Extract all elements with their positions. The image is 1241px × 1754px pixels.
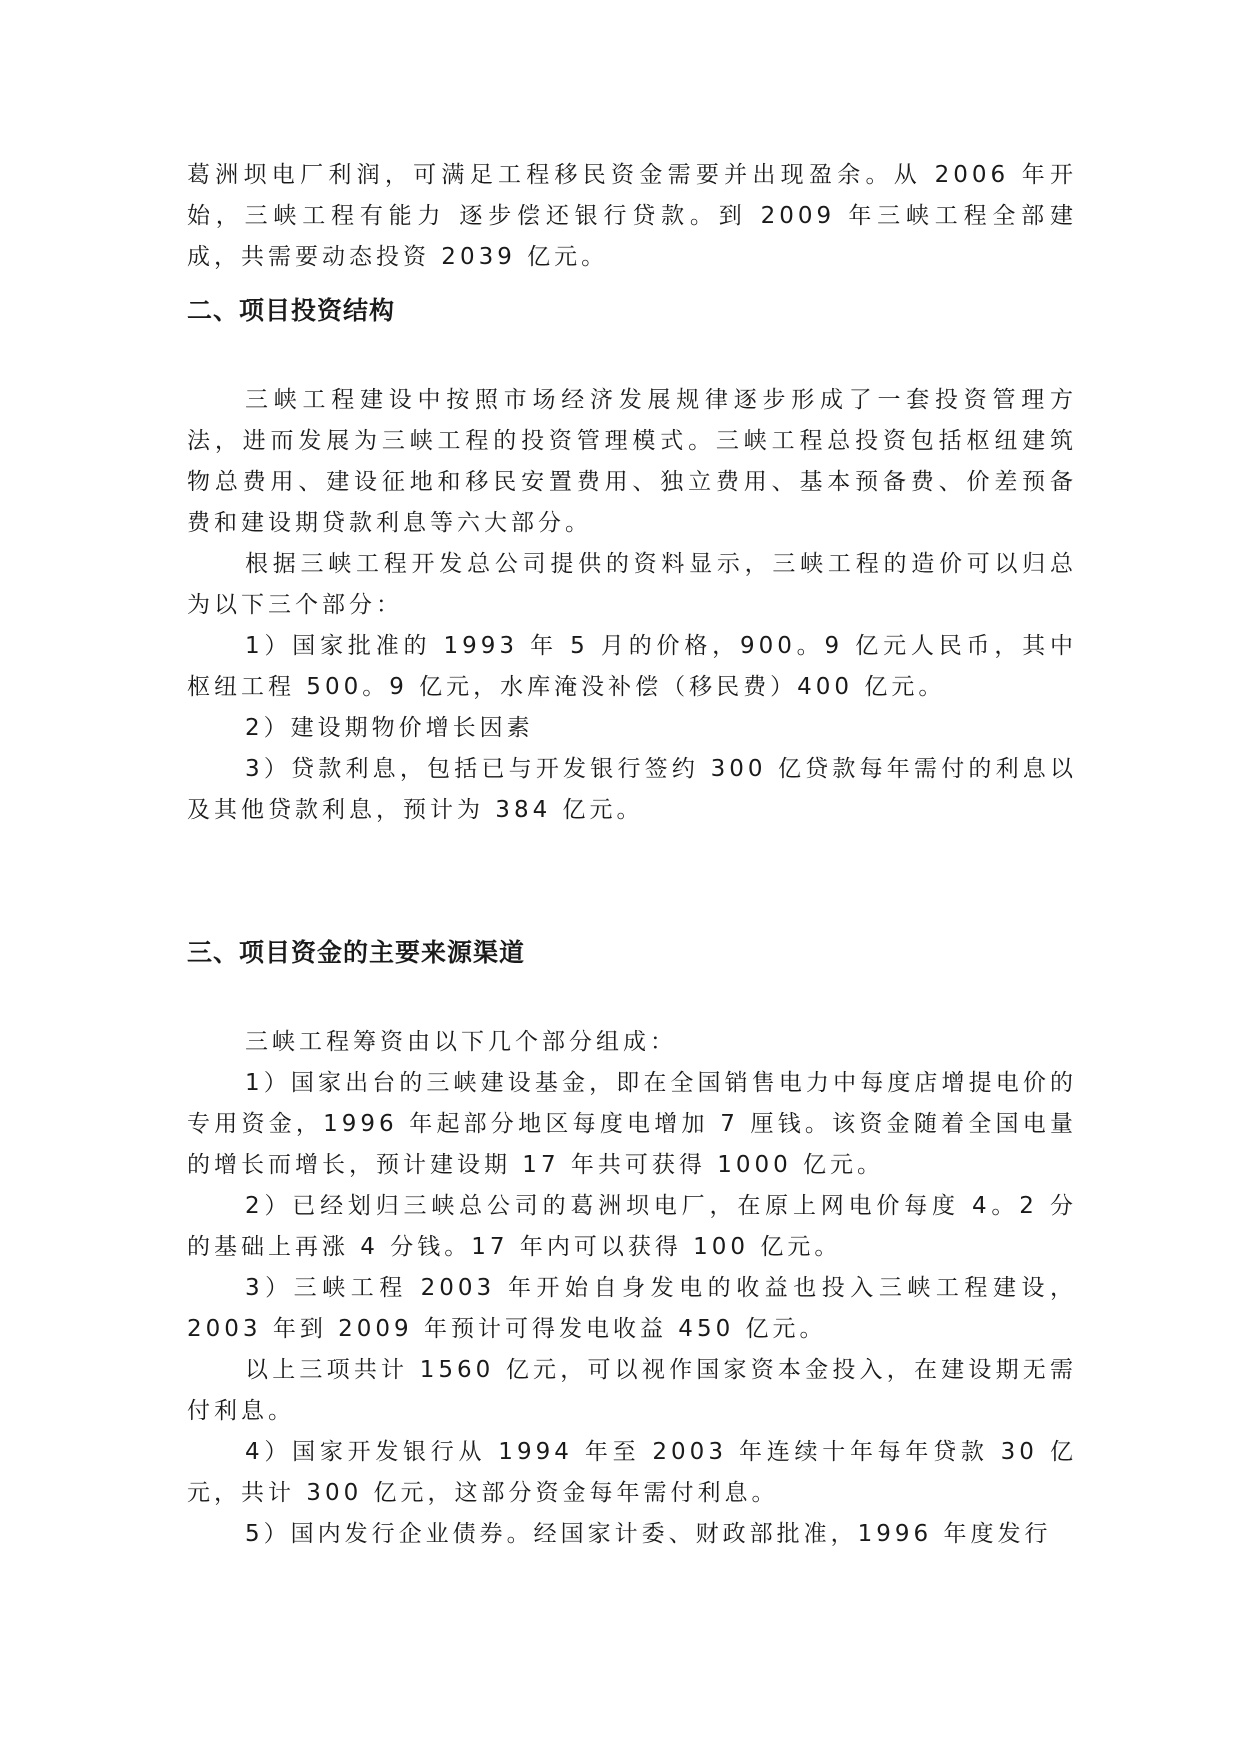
list-item: 3）三峡工程 2003 年开始自身发电的收益也投入三峡工程建设，2003 年到 2009 年预计可得发电收益 450 亿元。 — [187, 1275, 1077, 1342]
list-item: 1）国家批准的 1993 年 5 月的价格，900。9 亿元人民币，其中枢纽工程 500。9 亿元，水库淹没补偿（移民费）400 亿元。 — [187, 633, 1077, 700]
paragraph: 葛洲坝电厂利润，可满足工程移民资金需要并出现盈余。从 2006 年开始，三峡工程有能力 逐步偿还银行贷款。到 2009 年三峡工程全部建成，共需要动态投资 2039 亿元。 — [187, 162, 1077, 270]
list-item: 1）国家出台的三峡建设基金，即在全国销售电力中每度店增提电价的专用资金，1996 年起部分地区每度电增加 7 厘钱。该资金随着全国电量的增长而增长，预计建设期 17 年共可获得 1000 亿元。 — [187, 1070, 1077, 1178]
list-item: 2）已经划归三峡总公司的葛洲坝电厂，在原上网电价每度 4。2 分的基础上再涨 4 分钱。17 年内可以获得 100 亿元。 — [187, 1193, 1077, 1260]
paragraph: 三峡工程建设中按照市场经济发展规律逐步形成了一套投资管理方法，进而发展为三峡工程的投资管理模式。三峡工程总投资包括枢纽建筑物总费用、建设征地和移民安置费用、独立费用、基本预备费、价差预备费和建设期贷款利息等六大部分。 — [187, 387, 1077, 536]
section-body — [187, 380, 1077, 831]
list-item: 5）国内发行企业债券。经国家计委、财政部批准，1996 年度发行 — [245, 1521, 1052, 1547]
paragraph: 三峡工程筹资由以下几个部分组成： — [245, 1029, 677, 1055]
list-item: 2）建设期物价增长因素 — [245, 715, 534, 741]
section-heading: 三、项目资金的主要来源渠道 — [187, 938, 526, 967]
section-body — [187, 1022, 1077, 1555]
list-item: 3）贷款利息，包括已与开发银行签约 300 亿贷款每年需付的利息以及其他贷款利息，预计为 384 亿元。 — [187, 756, 1077, 823]
list-item: 4）国家开发银行从 1994 年至 2003 年连续十年每年贷款 30 亿元，共计 300 亿元，这部分资金每年需付利息。 — [187, 1439, 1077, 1506]
paragraph: 根据三峡工程开发总公司提供的资料显示，三峡工程的造价可以归总为以下三个部分： — [187, 551, 1077, 618]
section-heading: 二、项目投资结构 — [187, 296, 396, 325]
paragraph: 以上三项共计 1560 亿元，可以视作国家资本金投入，在建设期无需付利息。 — [187, 1357, 1077, 1424]
intro-block — [187, 155, 1077, 278]
